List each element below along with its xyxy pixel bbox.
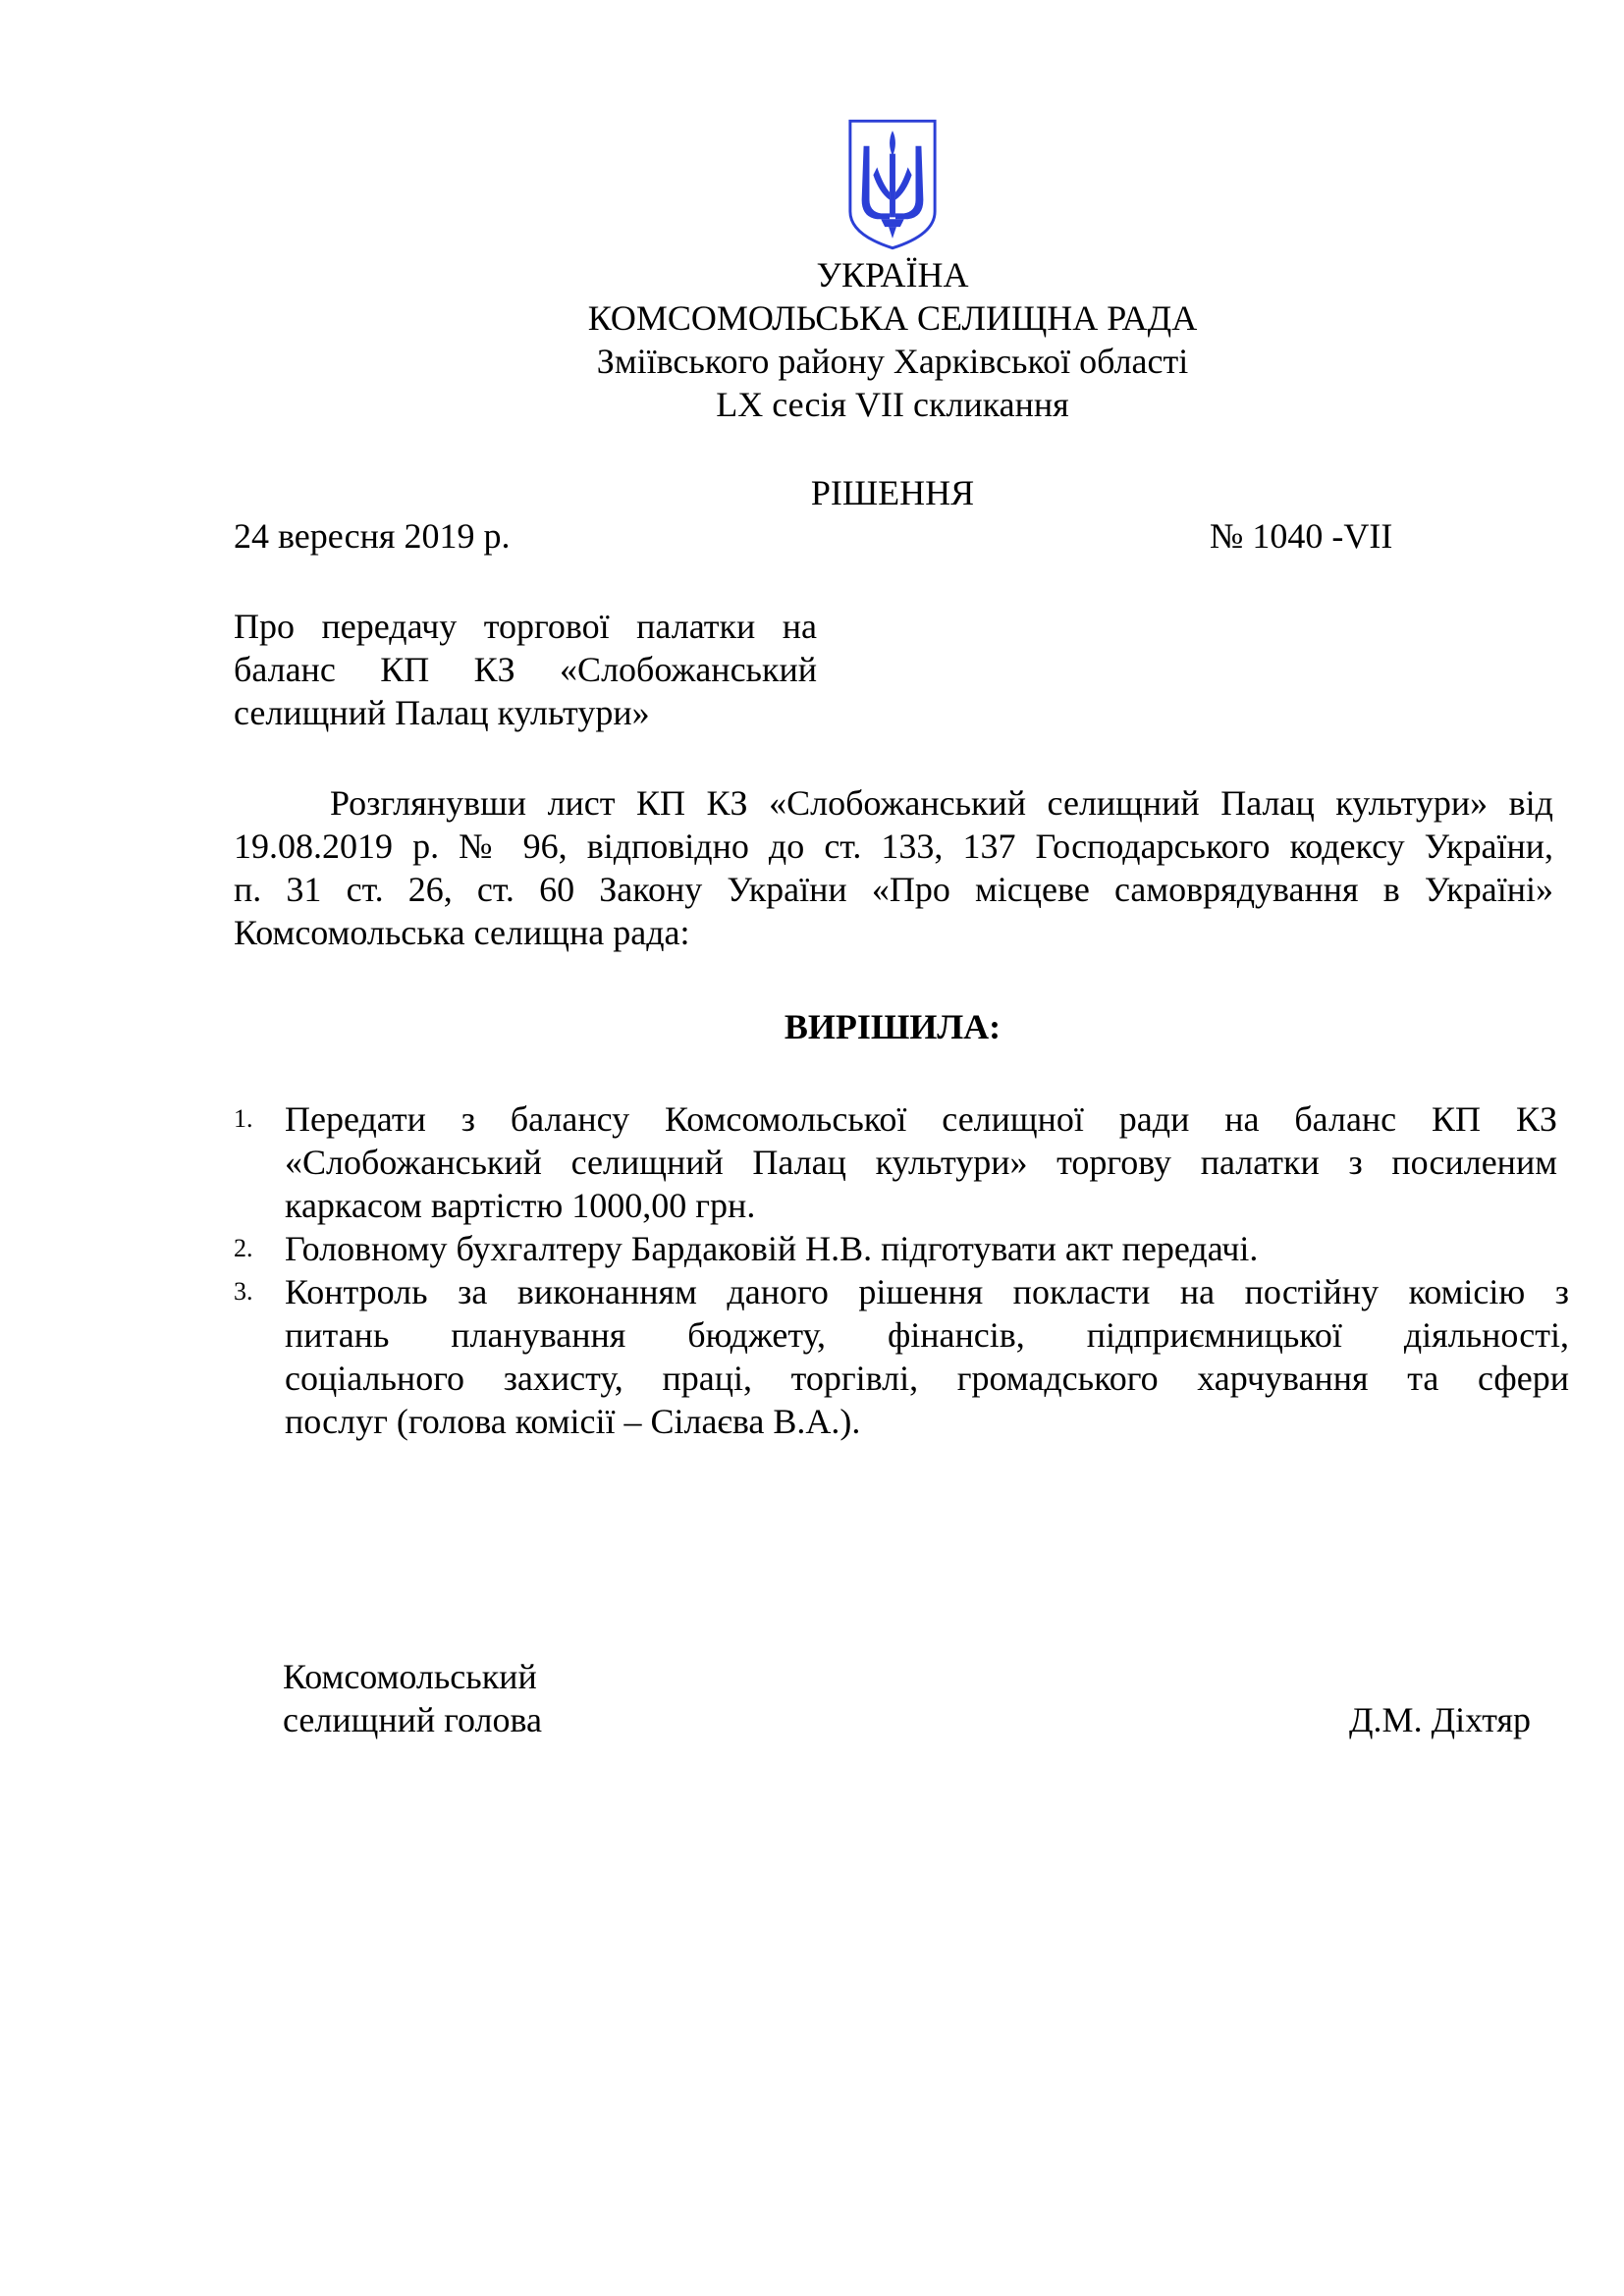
list-item bbox=[234, 1227, 1569, 1270]
preamble-line: 19.08.2019 р. № 96, відповідно до ст. 133, 137 Господарського кодексу України, bbox=[234, 827, 1553, 866]
list-item-line: Контроль за виконанням даного рішення покласти на постійну комісію з bbox=[285, 1272, 1569, 1311]
coat-of-arms-of-ukraine-icon bbox=[844, 116, 941, 253]
preamble-line: Комсомольська селищна рада: bbox=[234, 913, 690, 952]
preamble-line: Розглянувши лист КП КЗ «Слобожанський селищний Палац культури» від bbox=[330, 783, 1553, 823]
signatory-title bbox=[283, 1655, 542, 1741]
list-item-line: «Слобожанський селищний Палац культури» торгову палатки з посиленим bbox=[285, 1143, 1557, 1182]
decision-number: № 1040 -VII bbox=[1210, 516, 1393, 556]
subject-line: Про передачу торгової палатки на bbox=[234, 607, 817, 646]
subject-line: баланс КП КЗ «Слобожанський bbox=[234, 650, 817, 689]
preamble-line: п. 31 ст. 26, ст. 60 Закону України «Про місцеве самоврядування в Україні» bbox=[234, 870, 1553, 909]
resolved-heading: ВИРІШИЛА: bbox=[784, 1007, 1001, 1046]
list-item-line: послуг (голова комісії – Сілаєва В.А.). bbox=[285, 1402, 861, 1441]
list-item-line: питань планування бюджету, фінансів, підприємницької діяльності, bbox=[285, 1315, 1569, 1355]
subject-line: селищний Палац культури» bbox=[234, 693, 650, 732]
resolution-items-list bbox=[234, 1097, 1569, 1443]
list-item-line: Передати з балансу Комсомольської селищної ради на баланс КП КЗ bbox=[285, 1099, 1557, 1139]
signatory-title-line: Комсомольський bbox=[283, 1657, 537, 1696]
header-region: Зміївського району Харківської області bbox=[596, 342, 1189, 381]
header-country: УКРАЇНА bbox=[816, 255, 969, 294]
list-item-line: соціального захисту, праці, торгівлі, громадського харчування та сфери bbox=[285, 1359, 1569, 1398]
list-item-line: каркасом вартістю 1000,00 грн. bbox=[285, 1186, 756, 1225]
signatory-title-line: селищний голова bbox=[283, 1700, 543, 1739]
list-item bbox=[234, 1097, 1569, 1227]
decision-subject bbox=[234, 605, 817, 734]
preamble-paragraph bbox=[234, 781, 1553, 954]
header-session: LX сесія VII скликання bbox=[716, 385, 1069, 424]
list-item-line: Головному бухгалтеру Бардаковій Н.В. підготувати акт передачі. bbox=[285, 1229, 1259, 1268]
list-item-number: 3. bbox=[234, 1277, 253, 1306]
list-item bbox=[234, 1270, 1569, 1443]
signatory-name: Д.М. Діхтяр bbox=[1349, 1700, 1532, 1739]
list-item-number: 2. bbox=[234, 1234, 253, 1262]
document-type-title: РІШЕННЯ bbox=[810, 473, 975, 512]
header-council: КОМСОМОЛЬСЬКА СЕЛИЩНА РАДА bbox=[587, 298, 1198, 338]
list-item-number: 1. bbox=[234, 1104, 253, 1133]
decision-date: 24 вересня 2019 р. bbox=[234, 516, 511, 556]
